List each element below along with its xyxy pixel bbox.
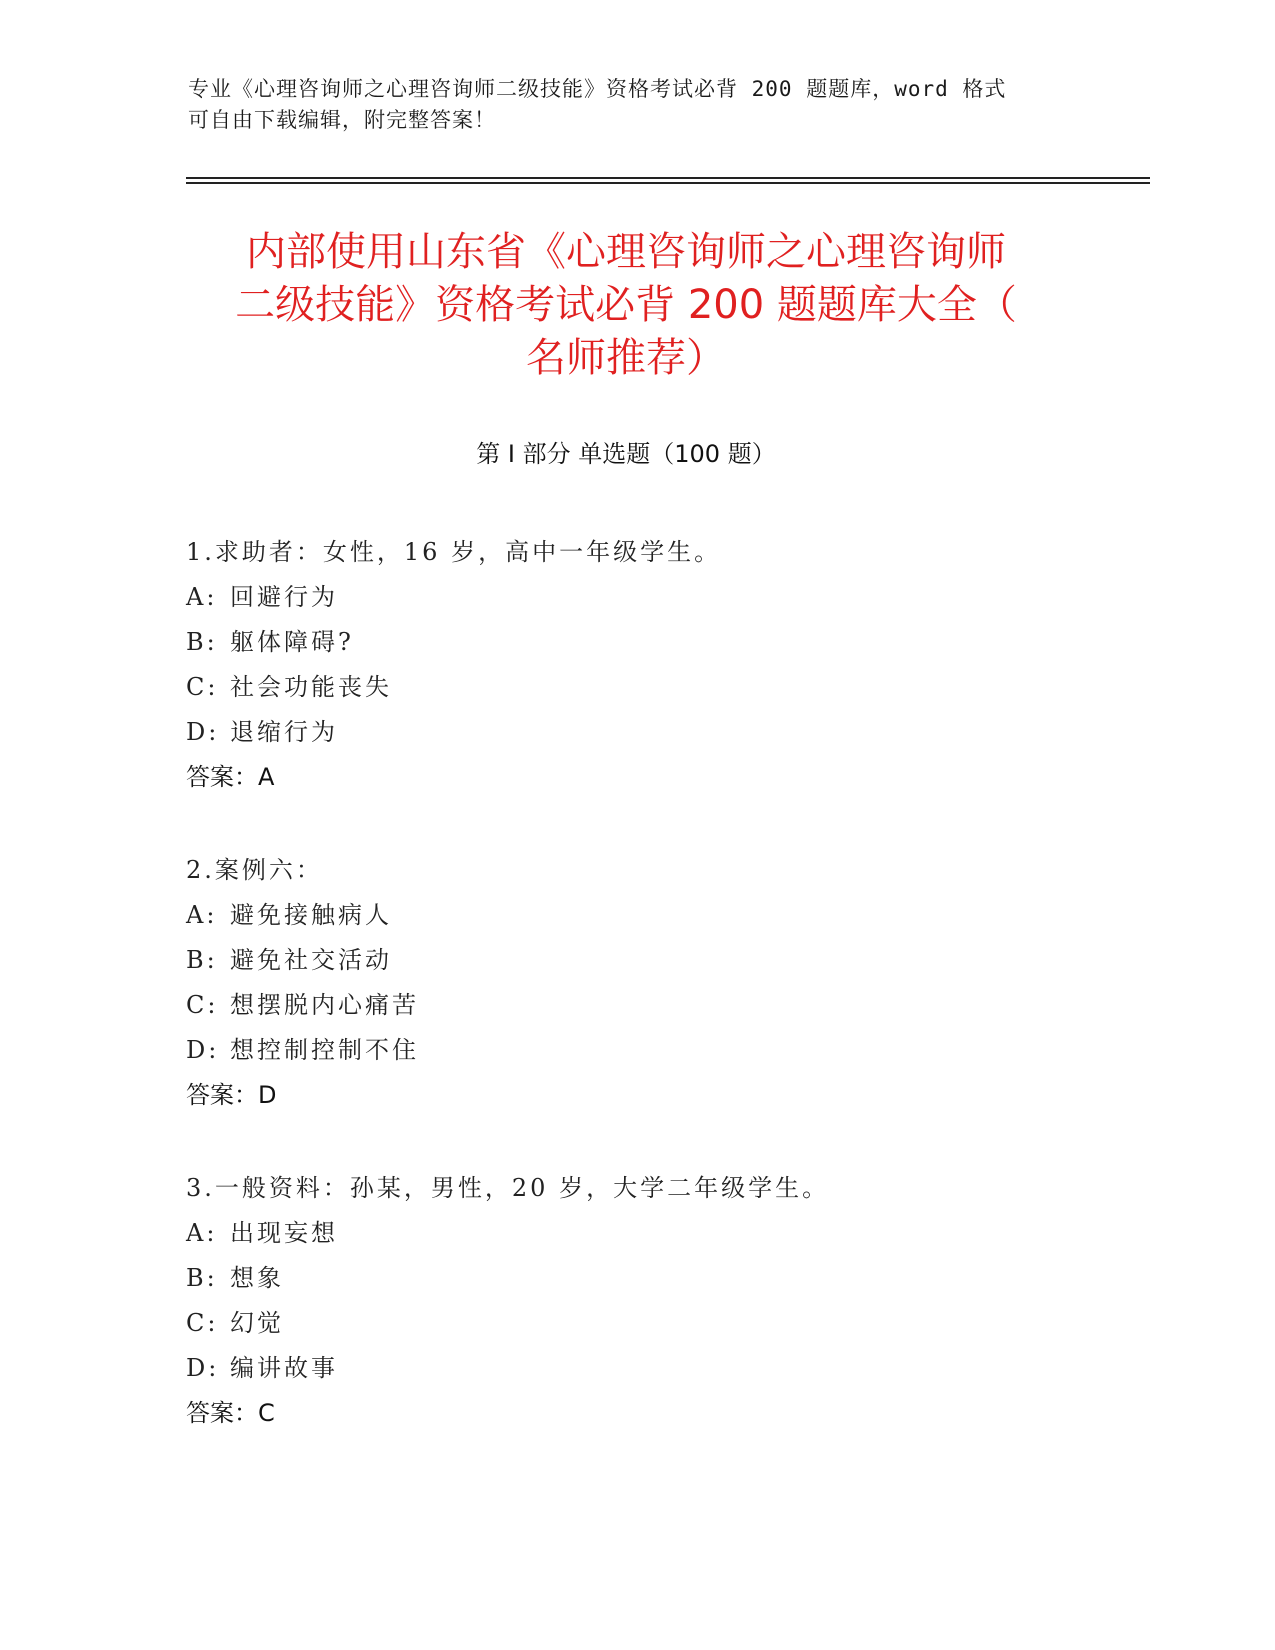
option-letter: C: <box>186 1309 219 1337</box>
header-note <box>188 74 1088 136</box>
option-letter: B: <box>186 946 218 974</box>
title-line2: 二级技能》资格考试必背 200 题题库大全（ <box>235 282 1017 328</box>
option-letter: A: <box>186 1219 218 1247</box>
option-text: 退缩行为 <box>230 718 338 746</box>
option-letter: C: <box>186 673 219 701</box>
option-text: 幻觉 <box>230 1309 284 1337</box>
title-line3: 名师推荐） <box>526 335 726 381</box>
option-a <box>186 893 1086 938</box>
option-b <box>186 938 1086 983</box>
option-letter: A: <box>186 583 218 611</box>
option-text: 躯体障碍? <box>230 628 354 656</box>
title-line1: 内部使用山东省《心理咨询师之心理咨询师 <box>246 229 1006 275</box>
header-note-line2: 可自由下载编辑，附完整答案！ <box>188 108 496 132</box>
option-d <box>186 1346 1086 1391</box>
option-a <box>186 575 1086 620</box>
option-a <box>186 1211 1086 1256</box>
question-stem: 3.一般资料：孙某，男性，20 岁，大学二年级学生。 <box>186 1174 830 1202</box>
option-letter: A: <box>186 901 218 929</box>
option-text: 编讲故事 <box>230 1354 338 1382</box>
answer-line: 答案：C <box>186 1399 275 1427</box>
question-stem: 2.案例六： <box>186 856 323 884</box>
option-letter: D: <box>186 1036 220 1064</box>
option-text: 想象 <box>230 1264 284 1292</box>
question-3 <box>186 1166 1086 1436</box>
question-1 <box>186 530 1086 800</box>
option-text: 避免社交活动 <box>230 946 392 974</box>
option-text: 出现妄想 <box>230 1219 338 1247</box>
option-letter: D: <box>186 718 220 746</box>
header-divider-top <box>186 177 1150 179</box>
option-d <box>186 710 1086 755</box>
section-title: 第 I 部分 单选题（100 题） <box>476 440 776 468</box>
option-letter: C: <box>186 991 219 1019</box>
option-b <box>186 620 1086 665</box>
option-c <box>186 983 1086 1028</box>
option-b <box>186 1256 1086 1301</box>
option-text: 想摆脱内心痛苦 <box>230 991 419 1019</box>
option-c <box>186 665 1086 710</box>
option-letter: B: <box>186 628 218 656</box>
option-d <box>186 1028 1086 1073</box>
option-text: 想控制控制不住 <box>230 1036 419 1064</box>
option-text: 社会功能丧失 <box>230 673 392 701</box>
option-letter: B: <box>186 1264 218 1292</box>
answer-line: 答案：A <box>186 763 275 791</box>
document-title <box>186 226 1066 385</box>
question-stem: 1.求助者：女性，16 岁，高中一年级学生。 <box>186 538 722 566</box>
option-text: 避免接触病人 <box>230 901 392 929</box>
option-text: 回避行为 <box>230 583 338 611</box>
option-c <box>186 1301 1086 1346</box>
answer-line: 答案：D <box>186 1081 277 1109</box>
header-note-line1: 专业《心理咨询师之心理咨询师二级技能》资格考试必背 200 题题库，word 格式 <box>188 77 1007 101</box>
option-letter: D: <box>186 1354 220 1382</box>
question-2 <box>186 848 1086 1118</box>
header-divider-bottom <box>186 182 1150 184</box>
